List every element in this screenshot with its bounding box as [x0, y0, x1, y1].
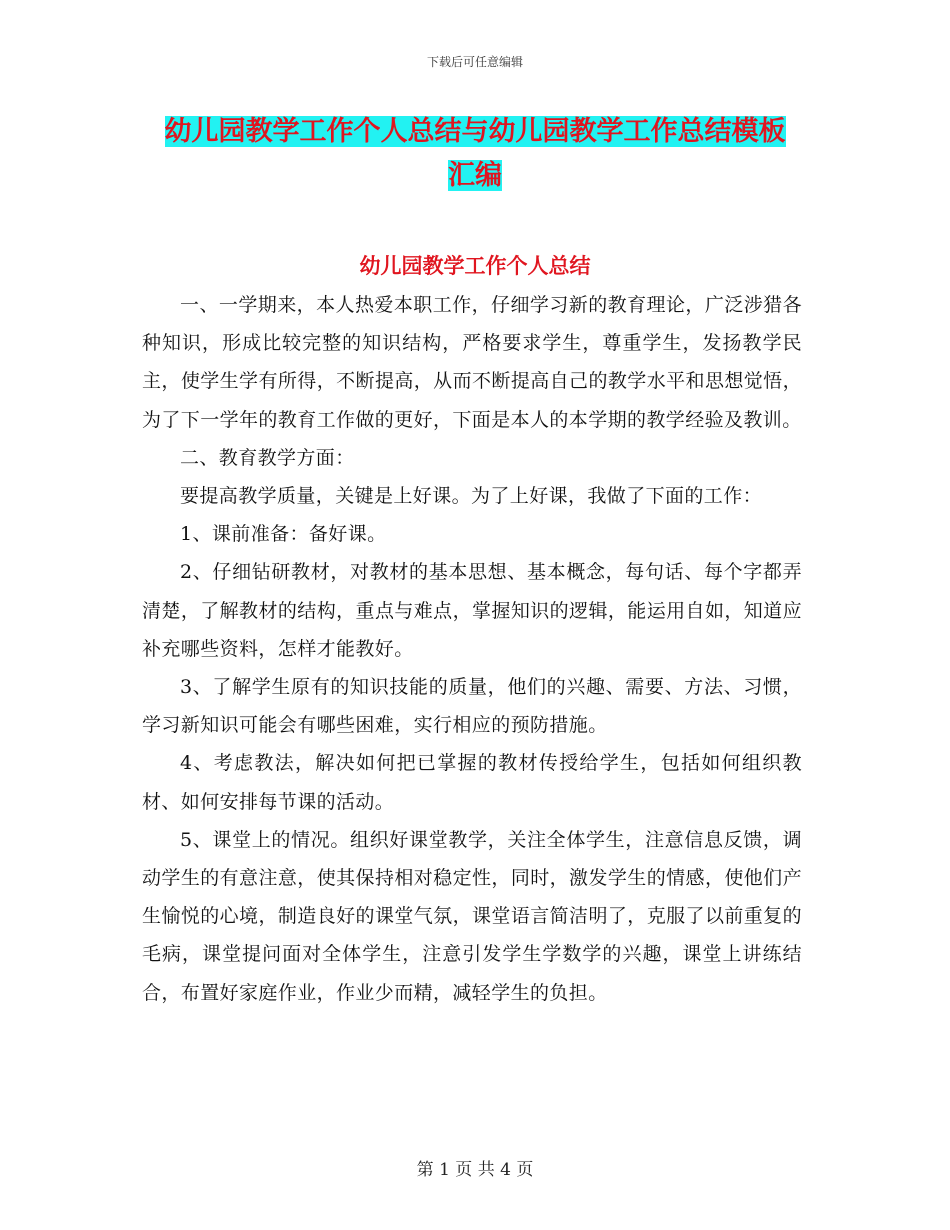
paragraph-2: 二、教育教学方面：	[180, 446, 355, 469]
paragraph-1: 一、一学期来，本人热爱本职工作，仔细学习新的教育理论，广泛涉猎各种知识，形成比较完整的知识结构，严格要求学生，尊重学生，发扬教学民主，使学生学有所得，不断提高，从而不断提高自己的教学水平和思想觉悟，为了下一学年的教育工作做的更好，下面是本人的本学期的教学经验及教训。	[142, 294, 802, 431]
paragraph-5: 2、仔细钻研教材，对教材的基本思想、基本概念，每句话、每个字都弄清楚，了解教材的结构，重点与难点，掌握知识的逻辑，能运用自如，知道应补充哪些资料，怎样才能教好。	[142, 561, 802, 660]
page-footer: 第 1 页 共 4 页	[416, 1160, 534, 1180]
paragraph-6: 3、了解学生原有的知识技能的质量，他们的兴趣、需要、方法、习惯，学习新知识可能会有哪些困难，实行相应的预防措施。	[142, 676, 802, 737]
document-title-line-1: 幼儿园教学工作个人总结与幼儿园教学工作总结模板	[164, 116, 786, 147]
paragraph-4: 1、课前准备：备好课。	[180, 523, 387, 546]
paragraph-7: 4、考虑教法，解决如何把已掌握的教材传授给学生，包括如何组织教材、如何安排每节课的活动。	[142, 752, 802, 813]
document-title	[140, 110, 810, 198]
paragraph-8: 5、课堂上的情况。组织好课堂教学，关注全体学生，注意信息反馈，调动学生的有意注意，使其保持相对稳定性，同时，激发学生的情感，使他们产生愉悦的心境，制造良好的课堂气氛，课堂语言简洁明了，克服了以前重复的毛病，课堂提问面对全体学生，注意引发学生学数学的兴趣，课堂上讲练结合，布置好家庭作业，作业少而精，减轻学生的负担。	[142, 828, 802, 1004]
section-title: 幼儿园教学工作个人总结	[359, 254, 591, 278]
paragraph-3: 要提高教学质量，关键是上好课。为了上好课，我做了下面的工作：	[180, 485, 763, 508]
header-note: 下载后可任意编辑	[426, 55, 523, 69]
document-title-line-2: 汇编	[448, 160, 502, 191]
body-text	[142, 286, 802, 1012]
